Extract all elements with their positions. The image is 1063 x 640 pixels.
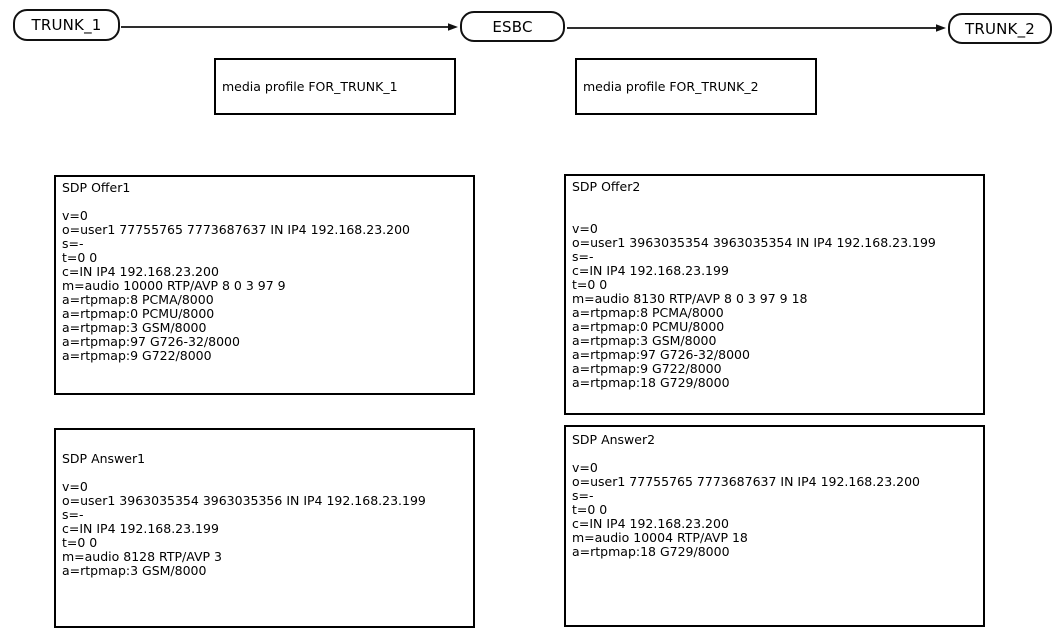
sdp-offer2-body (572, 194, 977, 390)
sdp-line: t=0 0 (62, 250, 98, 265)
media-profile-box-trunk1 (214, 58, 456, 115)
sdp-line: c=IN IP4 192.168.23.200 (62, 264, 219, 279)
media-profile-trunk1-label: media profile FOR_TRUNK_1 (222, 79, 398, 94)
sdp-line: c=IN IP4 192.168.23.199 (572, 263, 729, 278)
sdp-line: s=- (572, 488, 594, 503)
node-trunk1-label: TRUNK_1 (31, 16, 102, 34)
sdp-offer1-box (54, 175, 475, 395)
sdp-line (572, 194, 977, 208)
sdp-offer1-title: SDP Offer1 (62, 180, 131, 195)
sdp-line: a=rtpmap:8 PCMA/8000 (62, 292, 214, 307)
node-trunk2 (948, 13, 1052, 44)
sdp-answer2-title: SDP Answer2 (572, 432, 656, 447)
sdp-line: a=rtpmap:3 GSM/8000 (62, 320, 207, 335)
node-esbc-label: ESBC (492, 17, 533, 36)
arrowhead-icon (448, 23, 458, 31)
edge-esbc-to-trunk2 (567, 24, 946, 32)
sdp-line: t=0 0 (62, 535, 98, 550)
sdp-line: a=rtpmap:9 G722/8000 (62, 348, 212, 363)
sdp-line: a=rtpmap:97 G726-32/8000 (62, 334, 240, 349)
sdp-line: c=IN IP4 192.168.23.200 (572, 516, 729, 531)
sdp-line (62, 195, 467, 209)
sdp-answer2-box (564, 425, 985, 627)
sdp-line: m=audio 8130 RTP/AVP 8 0 3 97 9 18 (572, 291, 808, 306)
sdp-line: t=0 0 (572, 502, 608, 517)
sdp-line: v=0 (62, 208, 88, 223)
sdp-line: s=- (572, 249, 594, 264)
sdp-answer1-box (54, 428, 475, 628)
sdp-line: a=rtpmap:18 G729/8000 (572, 375, 730, 390)
sdp-line: m=audio 10004 RTP/AVP 18 (572, 530, 748, 545)
sdp-offer1-body (62, 195, 467, 363)
sdp-line: m=audio 8128 RTP/AVP 3 (62, 549, 222, 564)
sdp-answer1-body (62, 466, 467, 578)
sdp-line: a=rtpmap:8 PCMA/8000 (572, 305, 724, 320)
sdp-line: a=rtpmap:97 G726-32/8000 (572, 347, 750, 362)
sdp-answer2-body (572, 447, 977, 559)
sdp-offer2-title: SDP Offer2 (572, 179, 641, 194)
sdp-line: a=rtpmap:3 GSM/8000 (62, 563, 207, 578)
sdp-line: v=0 (62, 479, 88, 494)
sdp-line: o=user1 3963035354 3963035354 IN IP4 192.168.23.199 (572, 235, 936, 250)
sdp-line: o=user1 77755765 7773687637 IN IP4 192.168.23.200 (572, 474, 920, 489)
media-profile-box-trunk2 (575, 58, 817, 115)
sdp-line (62, 466, 467, 480)
sdp-line: v=0 (572, 221, 598, 236)
media-profile-trunk2-label: media profile FOR_TRUNK_2 (583, 79, 759, 94)
sdp-line: t=0 0 (572, 277, 608, 292)
arrowhead-icon (936, 24, 946, 32)
sdp-line: a=rtpmap:0 PCMU/8000 (62, 306, 215, 321)
node-esbc (460, 11, 565, 42)
sdp-offer2-box (564, 174, 985, 415)
sdp-line (572, 208, 977, 222)
sdp-line: a=rtpmap:0 PCMU/8000 (572, 319, 725, 334)
node-trunk2-label: TRUNK_2 (964, 19, 1036, 38)
sdp-line: a=rtpmap:3 GSM/8000 (572, 333, 717, 348)
sdp-line: v=0 (572, 460, 598, 475)
sdp-line: a=rtpmap:9 G722/8000 (572, 361, 722, 376)
sdp-line: o=user1 3963035354 3963035356 IN IP4 192.168.23.199 (62, 493, 426, 508)
edge-trunk1-to-esbc (121, 23, 458, 31)
sdp-line: a=rtpmap:18 G729/8000 (572, 544, 730, 559)
sdp-answer1-title: SDP Answer1 (62, 451, 146, 466)
node-trunk1 (13, 9, 120, 41)
sdp-line: m=audio 10000 RTP/AVP 8 0 3 97 9 (62, 278, 286, 293)
sdp-line: o=user1 77755765 7773687637 IN IP4 192.168.23.200 (62, 222, 410, 237)
sdp-line: s=- (62, 507, 84, 522)
sdp-line (572, 447, 977, 461)
sdp-line: s=- (62, 236, 84, 251)
sdp-line: c=IN IP4 192.168.23.199 (62, 521, 219, 536)
